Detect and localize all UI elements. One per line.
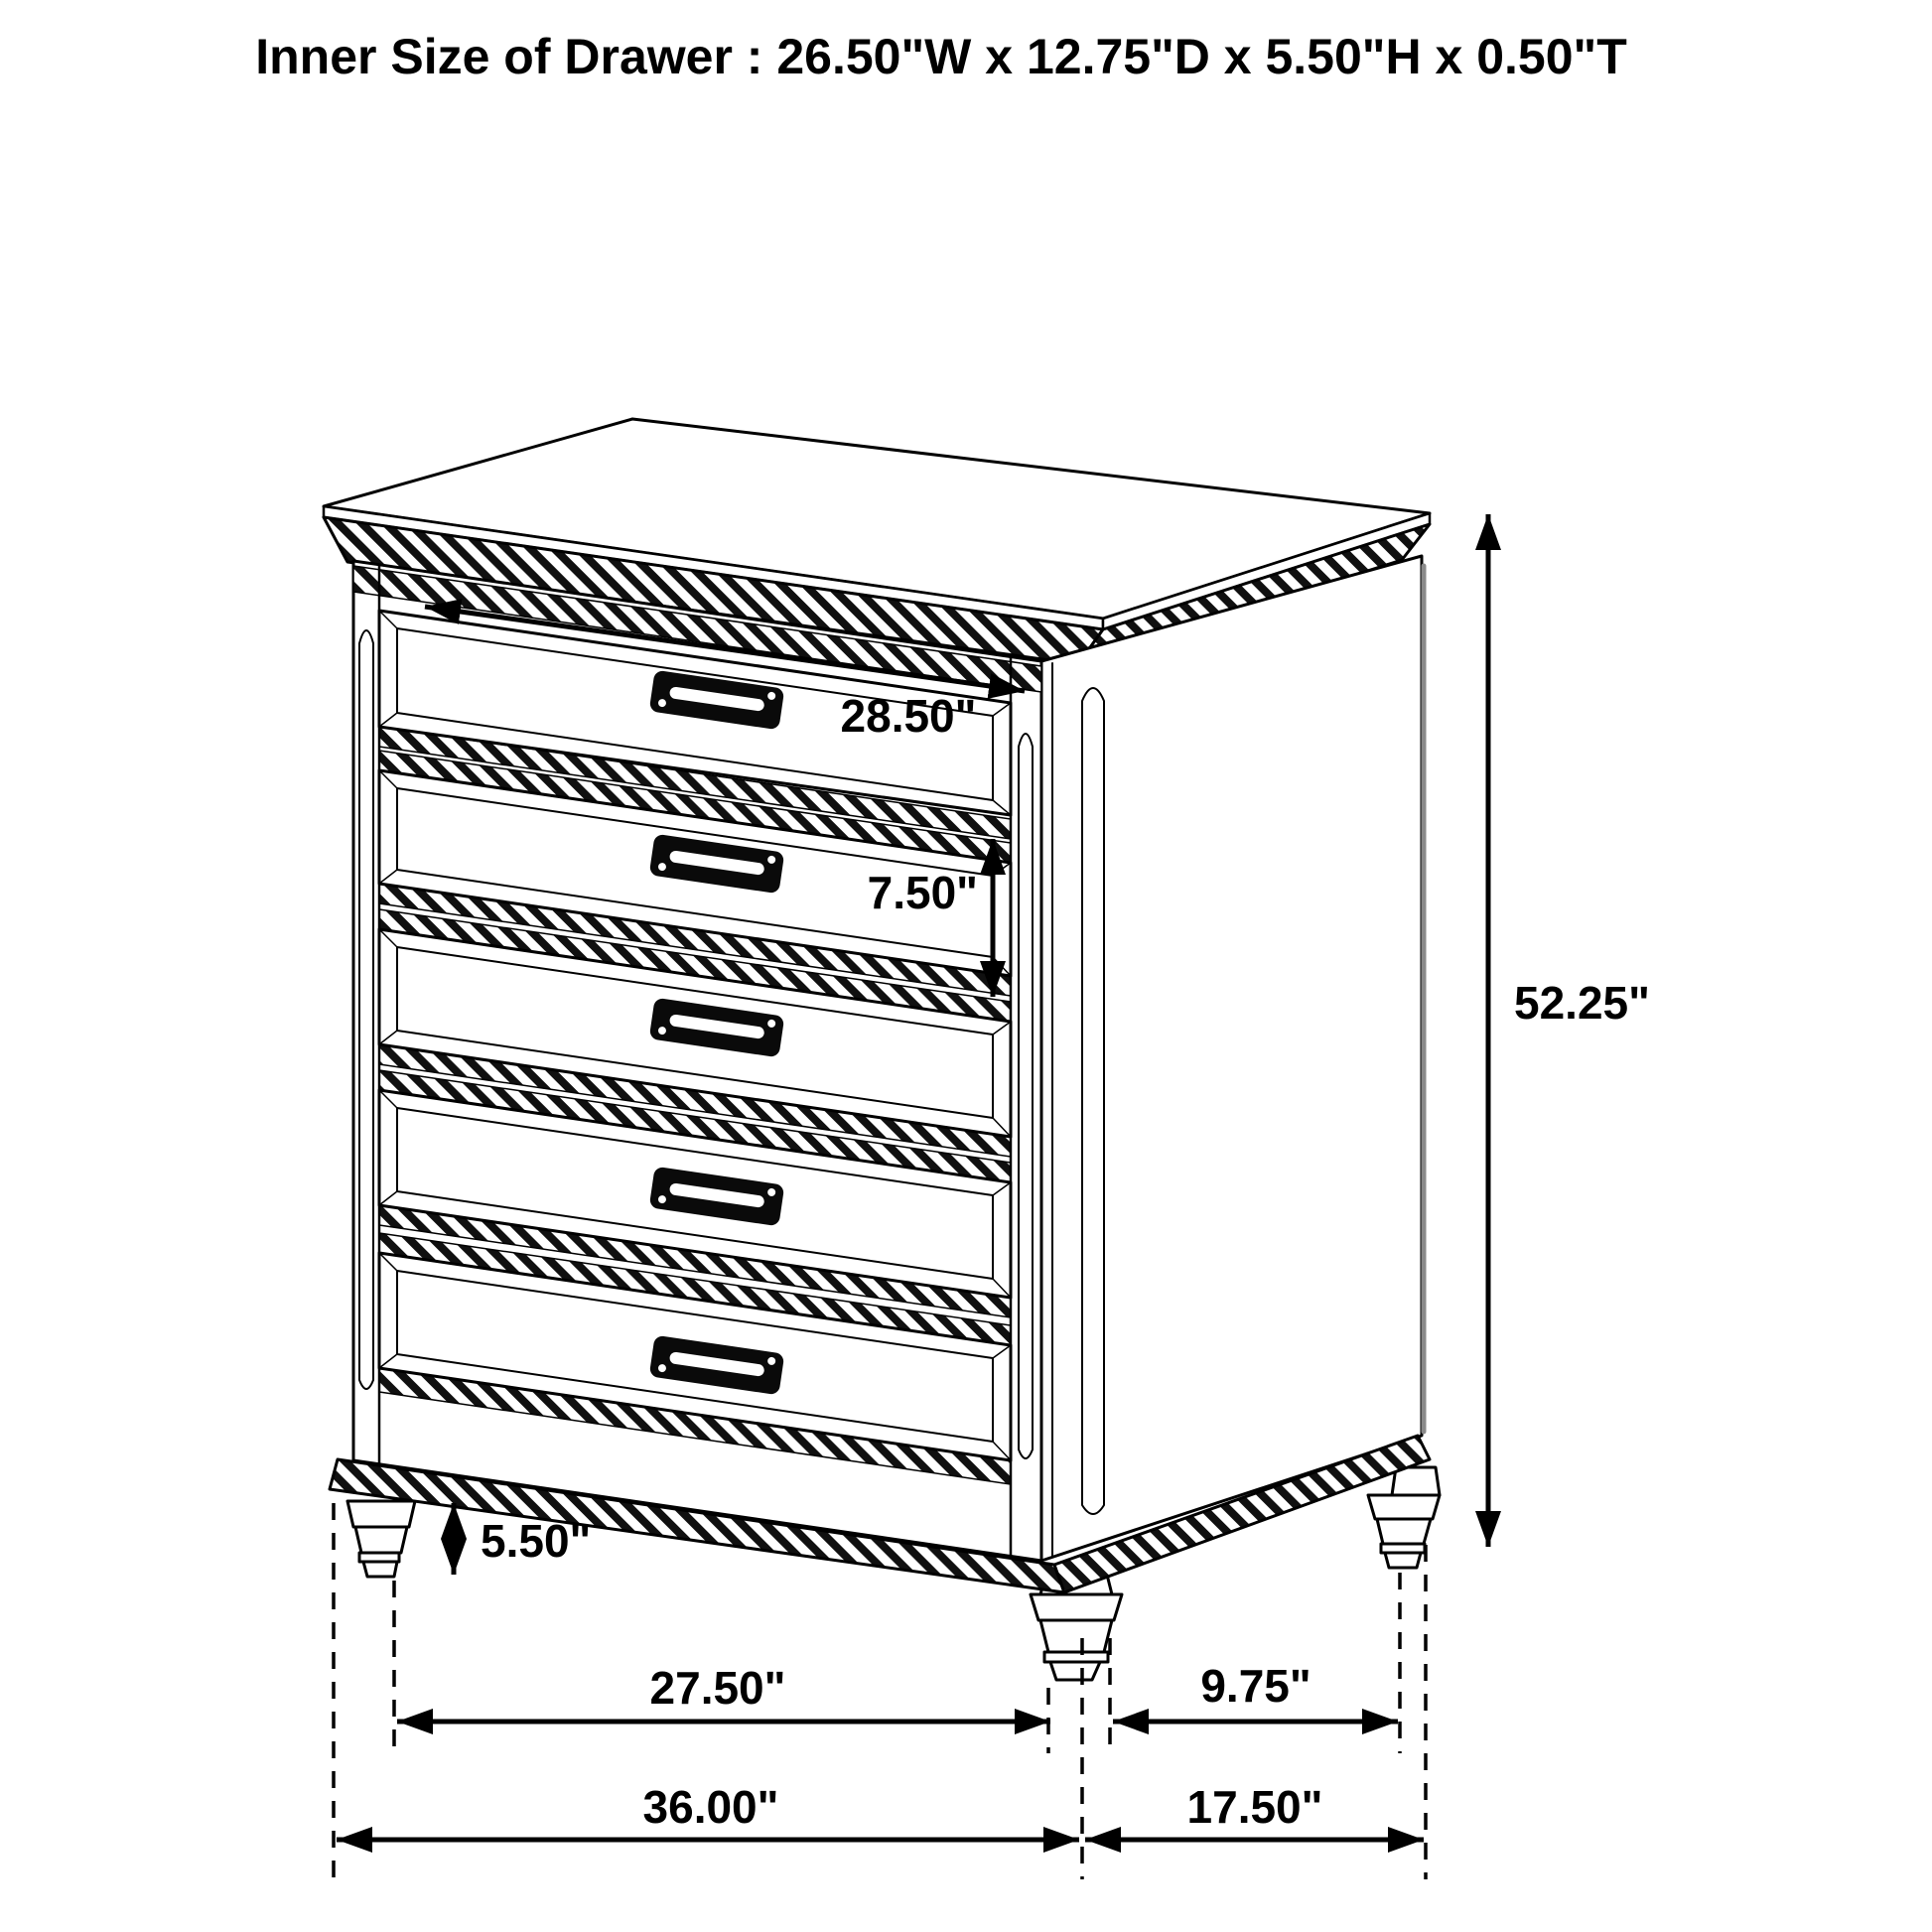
dim-side-inner-depth-label: 9.75"	[1200, 1660, 1311, 1712]
dim-overall-depth-label: 17.50"	[1186, 1781, 1323, 1833]
leg-front-left-foot	[363, 1562, 397, 1577]
side-panel	[1041, 556, 1424, 1561]
dim-front-inner-width	[397, 1662, 1050, 1722]
page-title: Inner Size of Drawer : 26.50"W x 12.75"D x 5.50"H x 0.50"T	[255, 29, 1627, 84]
leg-front-right-foot	[1050, 1662, 1100, 1680]
dim-overall-width-label: 36.00"	[642, 1781, 779, 1833]
dim-drawer-width-label: 28.50"	[840, 690, 977, 742]
leg-back-right	[1368, 1467, 1440, 1568]
leg-front-right-body	[1040, 1620, 1112, 1652]
dim-overall-width	[337, 1781, 1079, 1840]
leg-back-right-foot	[1385, 1553, 1421, 1568]
dim-overall-depth	[1085, 1781, 1424, 1840]
side-face	[1041, 556, 1422, 1561]
dim-side-inner-depth	[1113, 1660, 1398, 1722]
dim-overall-height	[1488, 514, 1650, 1547]
dim-overall-height-label: 52.25"	[1514, 977, 1650, 1029]
leg-front-left-body	[355, 1527, 407, 1553]
leg-front-right-cap	[1031, 1594, 1122, 1620]
dim-drawer-pitch-label: 7.50"	[867, 867, 978, 918]
leg-back-right-body	[1377, 1519, 1431, 1544]
cabinet	[324, 419, 1440, 1680]
leg-front-left	[347, 1501, 415, 1577]
dim-front-inner-width-label: 27.50"	[649, 1662, 786, 1714]
leg-front-left-cap	[347, 1501, 415, 1527]
dim-leg-height-label: 5.50"	[481, 1515, 592, 1567]
leg-back-right-cap	[1368, 1495, 1440, 1519]
